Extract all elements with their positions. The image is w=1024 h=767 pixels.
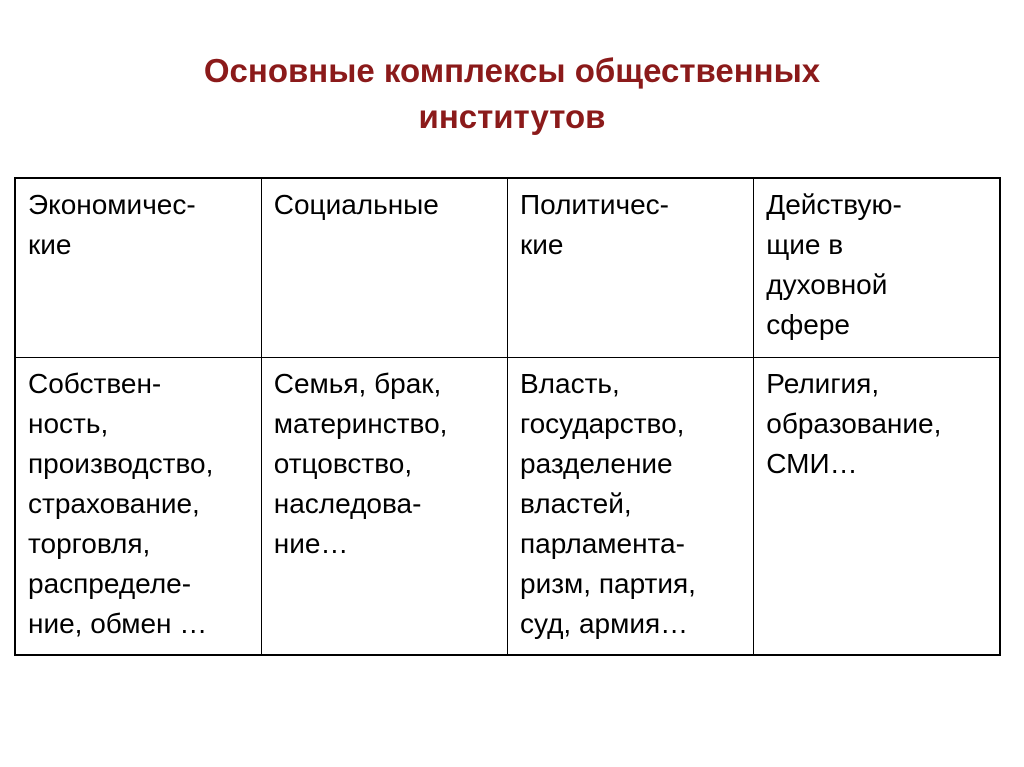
table-body-row [15,358,1000,656]
cell-social-line: ние… [273,528,349,559]
table-header-row [15,178,1000,358]
cell-social [261,358,507,656]
cell-economic-line: производство, [28,448,214,479]
cell-economic-line: ние, обмен … [28,608,208,639]
cell-economic-line: ность, [28,408,109,439]
cell-economic-line: страхование, [28,488,200,519]
header-spiritual-line: Действую- [766,189,902,220]
institutes-table [14,177,1001,656]
cell-economic [15,358,261,656]
header-spiritual-line: щие в [766,229,844,260]
cell-spiritual [754,358,1000,656]
header-economic [15,178,261,358]
slide-title-line-2: институтов [418,98,606,135]
cell-political-line: суд, армия… [520,608,689,639]
cell-political-line: властей, [520,488,632,519]
cell-social-line: материнство, [273,408,448,439]
cell-political-line: парламента- [520,528,685,559]
slide-title [0,48,1024,140]
cell-spiritual-line: СМИ… [766,448,858,479]
header-political [508,178,754,358]
header-social-line: Социальные [273,189,439,220]
cell-political-line: разделение [520,448,673,479]
cell-economic-line: Собствен- [28,368,162,399]
cell-political [508,358,754,656]
cell-economic-line: распределе- [28,568,192,599]
header-spiritual-line: духовной [766,269,888,300]
header-spiritual-line: сфере [766,309,851,340]
cell-social-line: отцовство, [273,448,413,479]
slide-title-line-1: Основные комплексы общественных [203,52,821,89]
header-political-line: Политичес- [520,189,670,220]
header-economic-line: кие [28,229,72,260]
cell-social-line: наследова- [273,488,422,519]
cell-political-line: ризм, партия, [520,568,696,599]
cell-spiritual-line: Религия, [766,368,880,399]
cell-social-line: Семья, брак, [273,368,442,399]
header-political-line: кие [520,229,564,260]
header-spiritual [754,178,1000,358]
header-social [261,178,507,358]
cell-spiritual-line: образование, [766,408,942,439]
cell-political-line: Власть, [520,368,620,399]
header-economic-line: Экономичес- [28,189,196,220]
cell-economic-line: торговля, [28,528,151,559]
cell-political-line: государство, [520,408,685,439]
